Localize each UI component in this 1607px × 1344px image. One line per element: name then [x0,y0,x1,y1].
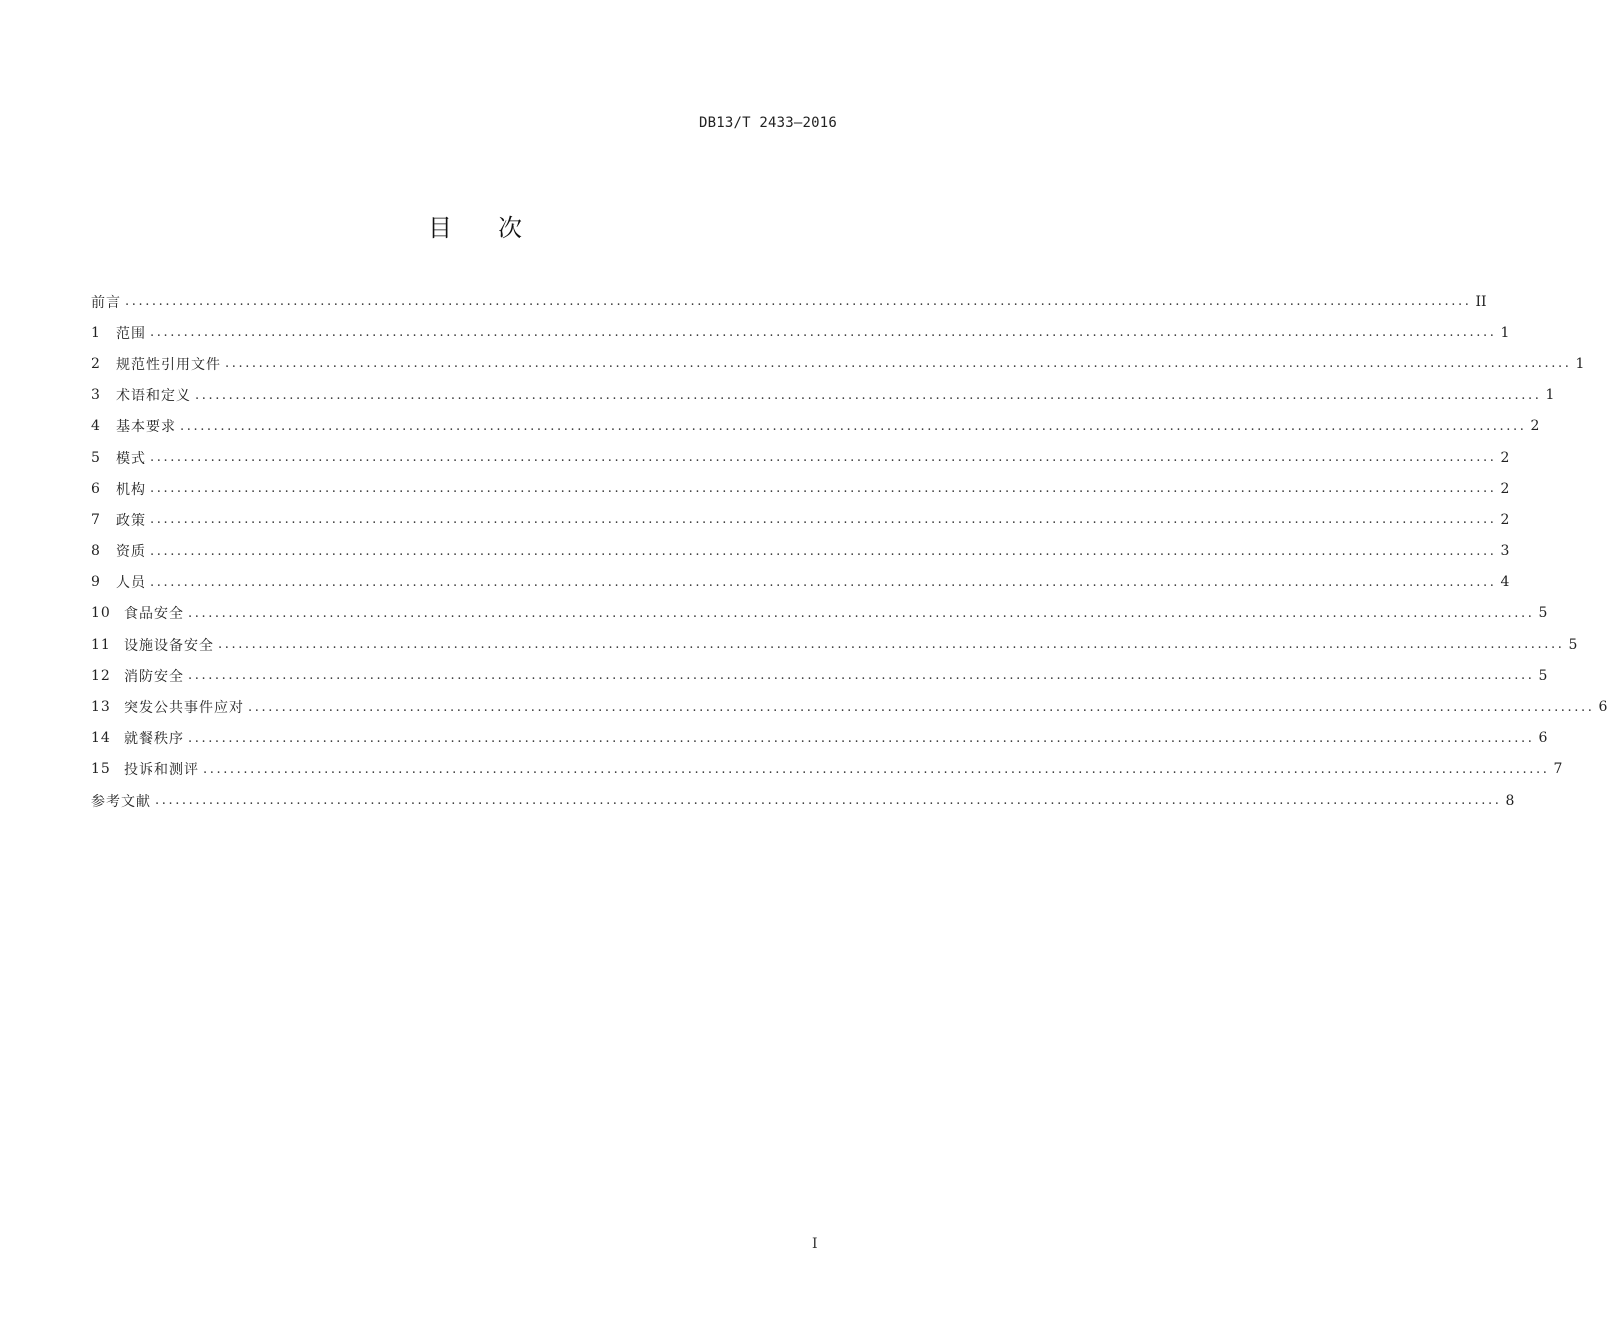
toc-entry-title: 消防安全 [124,668,184,685]
toc-entry-number: 4 [91,418,101,435]
toc-entry-page: 3 [1500,543,1510,560]
toc-entry[interactable] [91,348,1585,379]
toc-entry-page: 6 [1538,730,1548,747]
toc-entry-page: II [1475,293,1487,310]
dot-leader: ........................................................................................................................................................................................................ [150,450,1497,466]
toc-entry-title: 就餐秩序 [124,731,184,748]
dot-leader: ........................................................................................................................................................................................................ [150,574,1497,590]
toc-entry-title: 政策 [116,512,146,529]
toc-entry[interactable] [91,598,1548,629]
toc-entry[interactable] [91,567,1510,598]
toc-entry-title: 突发公共事件应对 [124,700,244,717]
dot-leader: ........................................................................................................................................................................................................ [225,356,1572,372]
toc-entry-number: 14 [91,730,111,747]
toc-entry-page: 1 [1500,324,1510,341]
page-number: I [812,1236,818,1252]
toc-entry-page: 2 [1530,418,1540,435]
document-code: DB13/T 2433—2016 [698,115,837,131]
dot-leader: ........................................................................................................................................................................................................ [150,512,1497,528]
toc-entry[interactable] [91,691,1607,722]
toc-entry-number: 6 [91,480,101,497]
toc-entry-page: 8 [1505,792,1515,809]
dot-leader: ........................................................................................................................................................................................................ [125,294,1472,310]
toc-entry-number: 1 [91,324,101,341]
toc-entry-number: 12 [91,667,111,684]
toc-entry-title: 前言 [91,294,121,311]
dot-leader: ........................................................................................................................................................................................................ [180,418,1527,434]
dot-leader: ........................................................................................................................................................................................................ [188,668,1535,684]
dot-leader: ........................................................................................................................................................................................................ [150,543,1497,559]
toc-entry-title: 术语和定义 [116,388,191,405]
toc-entry-title: 设施设备安全 [124,637,214,654]
dot-leader: ........................................................................................................................................................................................................ [150,481,1497,497]
dot-leader: ........................................................................................................................................................................................................ [203,761,1550,777]
toc-entry-title: 人员 [116,575,146,592]
toc-entry-number: 15 [91,761,111,778]
toc-entry-page: 5 [1568,636,1578,653]
toc-entry[interactable] [91,629,1578,660]
toc-entry-number: 11 [91,636,111,653]
toc-entry[interactable] [91,504,1510,535]
toc-entry-title: 投诉和测评 [124,762,199,779]
toc-entry-title: 基本要求 [116,419,176,436]
toc-entry-title: 资质 [116,544,146,561]
table-of-contents [91,286,1607,816]
toc-entry[interactable] [91,317,1510,348]
dot-leader: ........................................................................................................................................................................................................ [195,387,1542,403]
toc-entry-title: 范围 [116,325,146,342]
toc-entry-page: 5 [1538,667,1548,684]
toc-heading: 目次 [428,214,568,242]
toc-entry-number: 2 [91,355,101,372]
toc-entry[interactable] [91,723,1548,754]
toc-entry-page: 5 [1538,605,1548,622]
toc-entry-number: 10 [91,605,111,622]
toc-entry[interactable] [91,286,1487,317]
toc-entry-page: 2 [1500,511,1510,528]
toc-entry-page: 7 [1553,761,1563,778]
toc-entry-number: 5 [91,449,101,466]
toc-entry-title: 参考文献 [91,793,151,810]
toc-entry-page: 4 [1500,574,1510,591]
toc-entry-page: 1 [1575,355,1585,372]
dot-leader: ........................................................................................................................................................................................................ [218,637,1565,653]
toc-entry[interactable] [91,754,1563,785]
toc-entry[interactable] [91,380,1555,411]
toc-entry-page: 2 [1500,480,1510,497]
dot-leader: ........................................................................................................................................................................................................ [155,793,1502,809]
dot-leader: ........................................................................................................................................................................................................ [188,730,1535,746]
toc-entry-title: 机构 [116,481,146,498]
dot-leader: ........................................................................................................................................................................................................ [188,605,1535,621]
toc-entry[interactable] [91,442,1510,473]
toc-entry-page: 6 [1598,699,1607,716]
toc-entry-title: 模式 [116,450,146,467]
toc-entry[interactable] [91,411,1540,442]
toc-entry-title: 规范性引用文件 [116,356,221,373]
toc-entry[interactable] [91,785,1515,816]
toc-entry-number: 9 [91,574,101,591]
toc-entry-title: 食品安全 [124,606,184,623]
toc-entry-number: 3 [91,387,101,404]
toc-entry-number: 7 [91,511,101,528]
toc-entry-number: 8 [91,543,101,560]
toc-entry[interactable] [91,473,1510,504]
toc-entry-number: 13 [91,699,111,716]
toc-entry[interactable] [91,660,1548,691]
toc-entry-page: 1 [1545,387,1555,404]
dot-leader: ........................................................................................................................................................................................................ [248,699,1595,715]
toc-entry-page: 2 [1500,449,1510,466]
toc-entry[interactable] [91,536,1510,567]
dot-leader: ........................................................................................................................................................................................................ [150,325,1497,341]
